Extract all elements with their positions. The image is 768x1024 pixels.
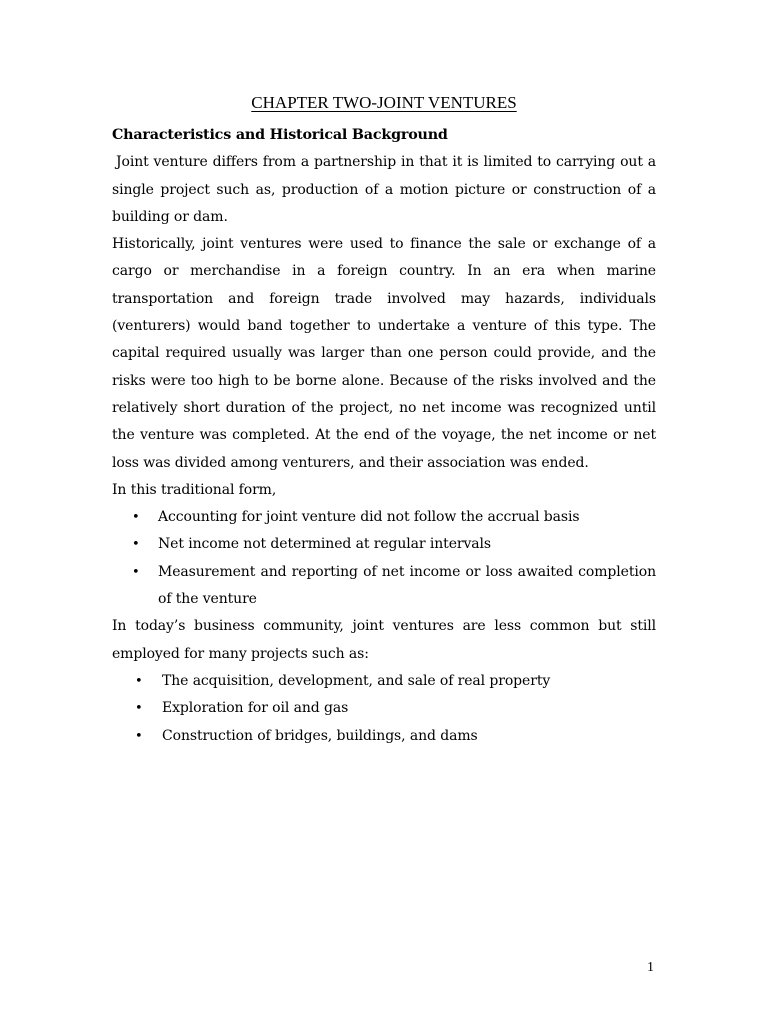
- section-subheading: Characteristics and Historical Background: [112, 127, 448, 143]
- chapter-title: CHAPTER TWO-JOINT VENTURES: [251, 93, 517, 112]
- document-body: [112, 122, 656, 750]
- bullet-icon: •: [135, 701, 143, 717]
- paragraph-history: Historically, joint ventures were used to finance the sale or exchange of a cargo or merchandise in a foreign country. In an era when marine transportation and foreign trade involved may hazards, individuals (venturers) would band together to undertake a venture of this type. The capital required usually was larger than one person could provide, and the risks were too high to be borne alone. Because of the risks involved and the relatively short duration of the project, no net income was recognized until the venture was completed. At the end of the voyage, the net income or net loss was divided among venturers, and their association was ended.: [112, 236, 656, 471]
- traditional-form-intro: In this traditional form,: [112, 481, 277, 498]
- list-item: [112, 531, 656, 558]
- list-item: [112, 504, 656, 531]
- traditional-form-list: [112, 504, 656, 613]
- today-projects-list: [112, 668, 656, 750]
- today-intro: In today’s business community, joint ventures are less common but still employed for many projects such as:: [112, 618, 656, 662]
- bullet-icon: •: [135, 728, 143, 744]
- bullet-icon: •: [132, 510, 140, 526]
- bullet-icon: •: [132, 537, 140, 553]
- list-item-text: Exploration for oil and gas: [162, 700, 349, 717]
- paragraph-definition: Joint venture differs from a partnership in that it is limited to carrying out a single project such as, production of a motion picture or construction of a building or dam.: [112, 154, 656, 225]
- bullet-icon: •: [135, 673, 143, 689]
- list-item: [112, 559, 656, 614]
- list-item: [112, 695, 656, 722]
- list-item-text: Net income not determined at regular intervals: [158, 536, 491, 553]
- list-item-text: Construction of bridges, buildings, and dams: [162, 727, 478, 744]
- page-number: 1: [647, 960, 654, 975]
- list-item: [112, 723, 656, 750]
- list-item-text: The acquisition, development, and sale of real property: [162, 672, 551, 689]
- bullet-icon: •: [132, 564, 140, 580]
- list-item: [112, 668, 656, 695]
- list-item-text: Measurement and reporting of net income or loss awaited completion of the venture: [158, 563, 656, 608]
- list-item-text: Accounting for joint venture did not follow the accrual basis: [158, 509, 580, 526]
